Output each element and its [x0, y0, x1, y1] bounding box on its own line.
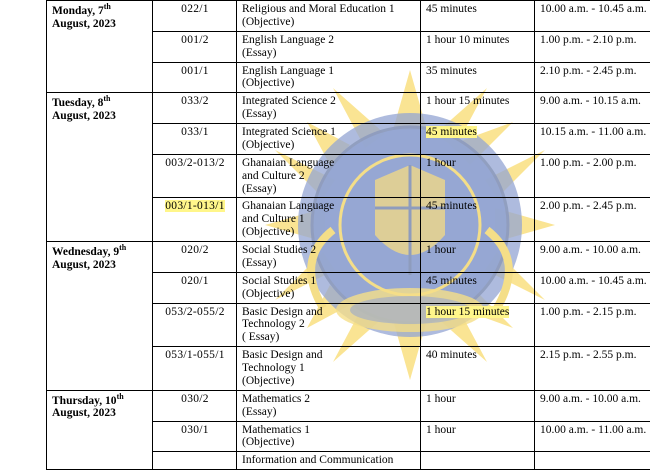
- day-cell: [47, 390, 153, 469]
- subject-title: Basic Design and: [242, 306, 416, 319]
- subject-cell: [237, 198, 421, 242]
- subject-title-cont: Technology 1: [242, 362, 416, 375]
- subject-title: Information and Communication: [242, 454, 416, 467]
- duration-cell: 45 minutes: [421, 1, 535, 32]
- day-cell: [47, 1, 153, 93]
- subject-code: 053/2-055/2: [153, 303, 237, 347]
- subject-paper-type: (Essay): [242, 108, 416, 121]
- duration-cell: 1 hour: [421, 242, 535, 273]
- day-label: Monday, 7: [52, 5, 104, 17]
- subject-cell: [237, 303, 421, 347]
- day-year-label: August, 2023: [52, 18, 116, 30]
- subject-title: Social Studies 1: [242, 275, 416, 288]
- time-cell: 10.00 a.m. - 10.45 a.m.: [535, 272, 650, 303]
- subject-title: Mathematics 2: [242, 393, 416, 406]
- subject-title-cont: Technology 2: [242, 318, 416, 331]
- table-row: [47, 1, 650, 32]
- subject-cell: [237, 62, 421, 93]
- subject-code: 020/1: [153, 272, 237, 303]
- subject-code: [153, 452, 237, 470]
- subject-paper-type: (Objective): [242, 226, 416, 239]
- duration-cell: 1 hour 15 minutes: [421, 93, 535, 124]
- subject-cell: [237, 93, 421, 124]
- subject-cell: [237, 272, 421, 303]
- duration-cell: 45 minutes: [421, 198, 535, 242]
- subject-paper-type: (Essay): [242, 257, 416, 270]
- subject-paper-type: (Essay): [242, 47, 416, 60]
- subject-title: Religious and Moral Education 1: [242, 3, 416, 16]
- day-year-label: August, 2023: [52, 407, 116, 419]
- subject-code: 020/2: [153, 242, 237, 273]
- table-row: [47, 93, 650, 124]
- subject-title: Mathematics 1: [242, 424, 416, 437]
- day-cell: [47, 93, 153, 242]
- subject-cell: [237, 347, 421, 391]
- subject-title: Integrated Science 2: [242, 95, 416, 108]
- subject-cell: [237, 390, 421, 421]
- time-cell: 2.00 p.m. - 2.45 p.m.: [535, 198, 650, 242]
- time-cell: 1.00 p.m. - 2.10 p.m.: [535, 31, 650, 62]
- duration-cell: 1 hour: [421, 390, 535, 421]
- subject-code: 001/2: [153, 31, 237, 62]
- subject-paper-type: (Objective): [242, 77, 416, 90]
- duration-cell: 40 minutes: [421, 347, 535, 391]
- subject-title-cont: and Culture 2: [242, 170, 416, 183]
- subject-paper-type: (Essay): [242, 183, 416, 196]
- duration-cell: [421, 124, 535, 155]
- subject-paper-type: (Objective): [242, 288, 416, 301]
- subject-paper-type: ( Essay): [242, 331, 416, 344]
- duration-cell: 35 minutes: [421, 62, 535, 93]
- time-cell: 9.00 a.m. - 10.15 a.m.: [535, 93, 650, 124]
- subject-code: 022/1: [153, 1, 237, 32]
- subject-title: Integrated Science 1: [242, 126, 416, 139]
- subject-cell: [237, 154, 421, 198]
- subject-title: Ghanaian Language: [242, 157, 416, 170]
- subject-cell: [237, 452, 421, 470]
- subject-code: 003/2-013/2: [153, 154, 237, 198]
- day-ordinal-suffix: th: [119, 243, 126, 252]
- duration-cell: [421, 303, 535, 347]
- subject-title: Ghanaian Language: [242, 200, 416, 213]
- subject-code: 030/1: [153, 421, 237, 452]
- time-cell: 1.00 p.m. - 2.00 p.m.: [535, 154, 650, 198]
- time-cell: 10.00 a.m. - 11.00 a.m.: [535, 421, 650, 452]
- day-label: Thursday, 10: [52, 395, 117, 407]
- time-cell: 10.15 a.m. - 11.00 a.m.: [535, 124, 650, 155]
- duration-cell: 1 hour 10 minutes: [421, 31, 535, 62]
- duration-text: 45 minutes: [426, 126, 477, 138]
- subject-cell: [237, 242, 421, 273]
- subject-title: English Language 1: [242, 65, 416, 78]
- subject-code-text: 003/1-013/1: [165, 200, 225, 212]
- time-cell: 2.10 p.m. - 2.45 p.m.: [535, 62, 650, 93]
- duration-cell: 1 hour: [421, 154, 535, 198]
- subject-paper-type: (Objective): [242, 375, 416, 388]
- subject-title: Social Studies 2: [242, 244, 416, 257]
- day-ordinal-suffix: th: [103, 94, 110, 103]
- time-cell: 2.15 p.m. - 2.55 p.m.: [535, 347, 650, 391]
- subject-cell: [237, 124, 421, 155]
- subject-code: 033/2: [153, 93, 237, 124]
- subject-paper-type: (Objective): [242, 436, 416, 449]
- day-year-label: August, 2023: [52, 259, 116, 271]
- table-row: [47, 390, 650, 421]
- day-label: Wednesday, 9: [52, 246, 119, 258]
- subject-code: 001/1: [153, 62, 237, 93]
- table-row: [47, 242, 650, 273]
- subject-cell: [237, 31, 421, 62]
- exam-timetable: [46, 0, 650, 470]
- time-cell: [535, 452, 650, 470]
- subject-code: 053/1-055/1: [153, 347, 237, 391]
- subject-cell: [237, 1, 421, 32]
- time-cell: 1.00 p.m. - 2.15 p.m.: [535, 303, 650, 347]
- time-cell: 9.00 a.m. - 10.00 a.m.: [535, 242, 650, 273]
- subject-code: [153, 198, 237, 242]
- subject-code: 030/2: [153, 390, 237, 421]
- duration-cell: [421, 452, 535, 470]
- day-ordinal-suffix: th: [104, 2, 111, 11]
- day-label: Tuesday, 8: [52, 97, 103, 109]
- subject-title: English Language 2: [242, 34, 416, 47]
- subject-paper-type: (Objective): [242, 16, 416, 29]
- day-year-label: August, 2023: [52, 110, 116, 122]
- subject-cell: [237, 421, 421, 452]
- duration-cell: 45 minutes: [421, 272, 535, 303]
- subject-title-cont: and Culture 1: [242, 213, 416, 226]
- duration-text: 1 hour 15 minutes: [426, 306, 509, 318]
- time-cell: 9.00 a.m. - 10.00 a.m.: [535, 390, 650, 421]
- day-cell: [47, 242, 153, 391]
- time-cell: 10.00 a.m. - 10.45 a.m.: [535, 1, 650, 32]
- subject-title: Basic Design and: [242, 349, 416, 362]
- subject-paper-type: (Essay): [242, 406, 416, 419]
- subject-code: 033/1: [153, 124, 237, 155]
- subject-paper-type: (Objective): [242, 139, 416, 152]
- day-ordinal-suffix: th: [117, 392, 124, 401]
- timetable-body: [47, 1, 650, 470]
- duration-cell: 1 hour: [421, 421, 535, 452]
